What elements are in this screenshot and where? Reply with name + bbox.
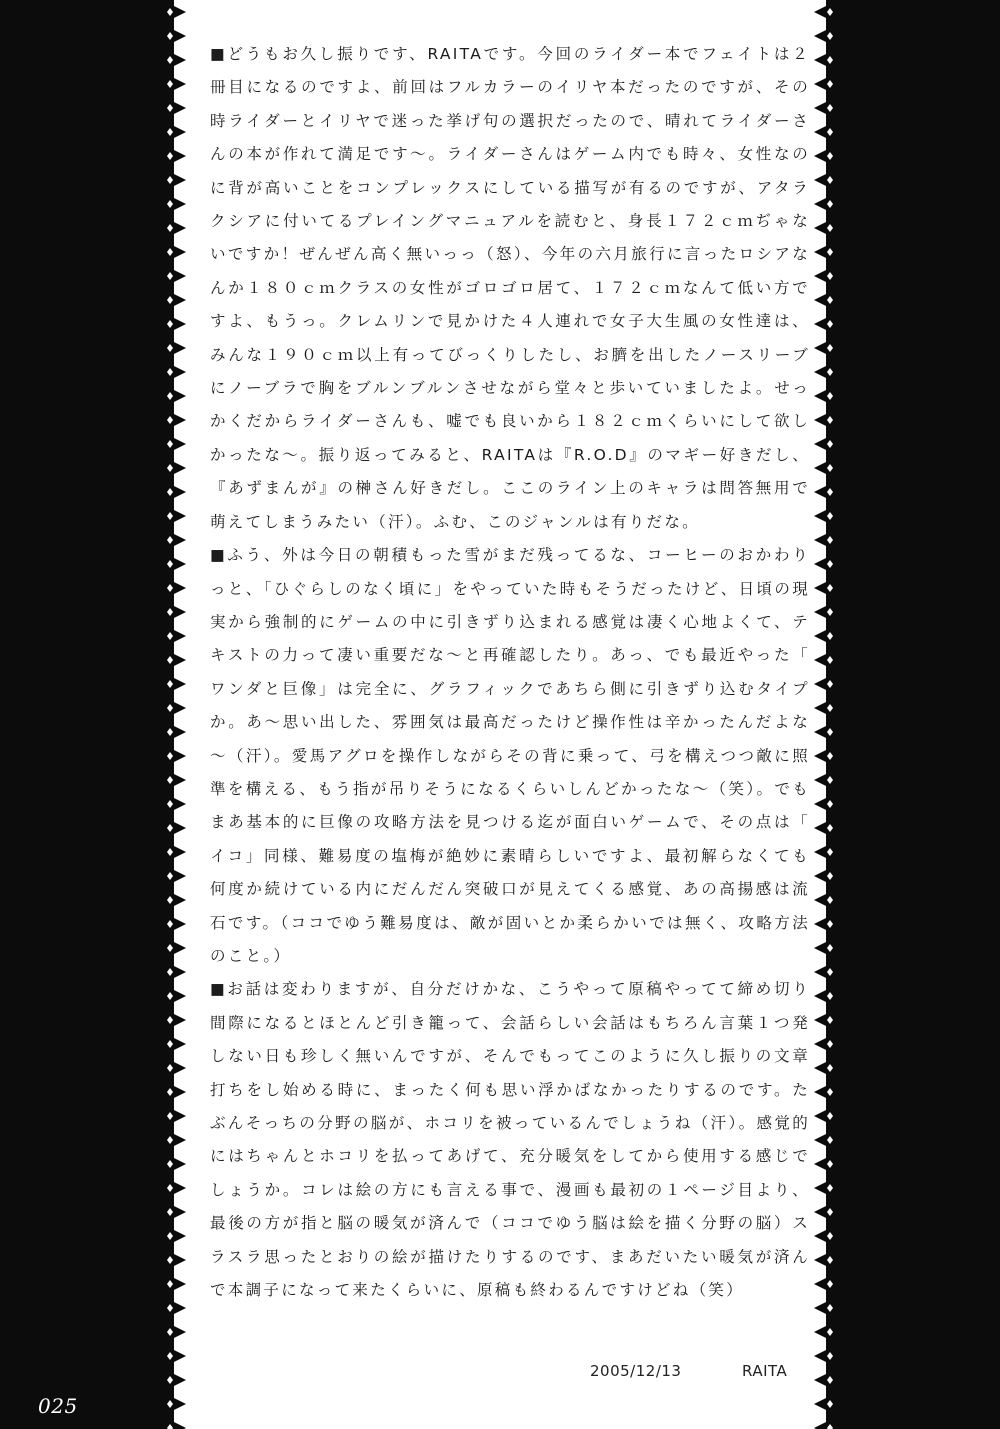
- footer-author: RAITA: [742, 1362, 788, 1380]
- left-zigzag-border: [162, 0, 192, 1429]
- paragraph-2: ■ふう、外は今日の朝積もった雪がまだ残ってるな、コーヒーのおかわりっと、「ひぐらしのなく頃に」をやっていた時もそうだったけど、日頃の現実から強制的にゲームの中に引きずり込まれる感覚は凄く心地よくて、テキストの力って凄い重要だな～と再確認したり。あっ、でも最近やった「ワンダと巨像」は完全に、グラフィックであちら側に引きずり込むタイプか。あ～思い出した、雰囲気は最高だったけど操作性は辛かったんだよな～（汗）。愛馬アグロを操作しながらその背に乗って、弓を構えつつ敵に照準を構える、もう指が吊りそうになるくらいしんどかったな～（笑）。でもまあ基本的に巨像の攻略方法を見つける迄が面白いゲームで、その点は「イコ」同様、難易度の塩梅が絶妙に素晴らしいですよ、最初解らなくても何度か続けている内にだんだん突破口が見えてくる感覚、あの高揚感は流石です。（ココでゆう難易度は、敵が固いとか柔らかいでは無く、攻略方法のこと。）: [210, 546, 810, 965]
- paragraph-3: ■お話は変わりますが、自分だけかな、こうやって原稿やってて締め切り間際になるとほとんど引き籠って、会話らしい会話はもちろん言葉１つ発しない日も珍しく無いんですが、そんでもってこのように久し振りの文章打ちをし始める時に、まったく何も思い浮かばなかったりするのです。たぶんそっちの分野の脳が、ホコリを被っているんでしょうね（汗）。感覚的にはちゃんとホコリを払ってあげて、充分暖気をしてから使用する感じでしょうか。コレは絵の方にも言える事で、漫画も最初の１ページ目より、最後の方が指と脳の暖気が済んで（ココでゆう脳は絵を描く分野の脳）スラスラ思ったとおりの絵が描けたりするのです、まあだいたい暖気が済んで本調子になって来たくらいに、原稿も終わるんですけどね（笑）: [210, 980, 810, 1300]
- right-black-band: [832, 0, 1000, 1429]
- paragraph-1: ■どうもお久し振りです、RAITAです。今回のライダー本でフェイトは２冊目になるのですよ、前回はフルカラーのイリヤ本だったのですが、その時ライダーとイリヤで迷った挙げ句の選択だったので、晴れてライダーさんの本が作れて満足です～。ライダーさんはゲーム内でも時々、女性なのに背が高いことをコンプレックスにしている描写が有るのですが、アタラクシアに付いてるプレイングマニュアルを読むと、身長１７２ｃｍぢゃないですか！ぜんぜん高く無いっっ（怒）、今年の六月旅行に言ったロシアなんか１８０ｃｍクラスの女性がゴロゴロ居て、１７２ｃｍなんて低い方ですよ、もうっ。クレムリンで見かけた４人連れで女子大生風の女性達は、みんな１９０ｃｍ以上有ってびっくりしたし、お臍を出したノースリーブにノーブラで胸をブルンブルンさせながら堂々と歩いていましたよ。せっかくだからライダーさんも、嘘でも良いから１８２ｃｍくらいにして欲しかったな～。振り返ってみると、RAITAは『R.O.D』のマギー好きだし、『あずまんが』の榊さん好きだし。ここのライン上のキャラは問答無用で萌えてしまうみたい（汗）。ふむ、このジャンルは有りだな。: [210, 45, 810, 531]
- footer-date: 2005/12/13: [590, 1362, 682, 1380]
- right-zigzag-border: [808, 0, 838, 1429]
- page-number: 025: [38, 1394, 78, 1418]
- left-black-band: [0, 0, 170, 1429]
- article-body: [210, 38, 810, 1307]
